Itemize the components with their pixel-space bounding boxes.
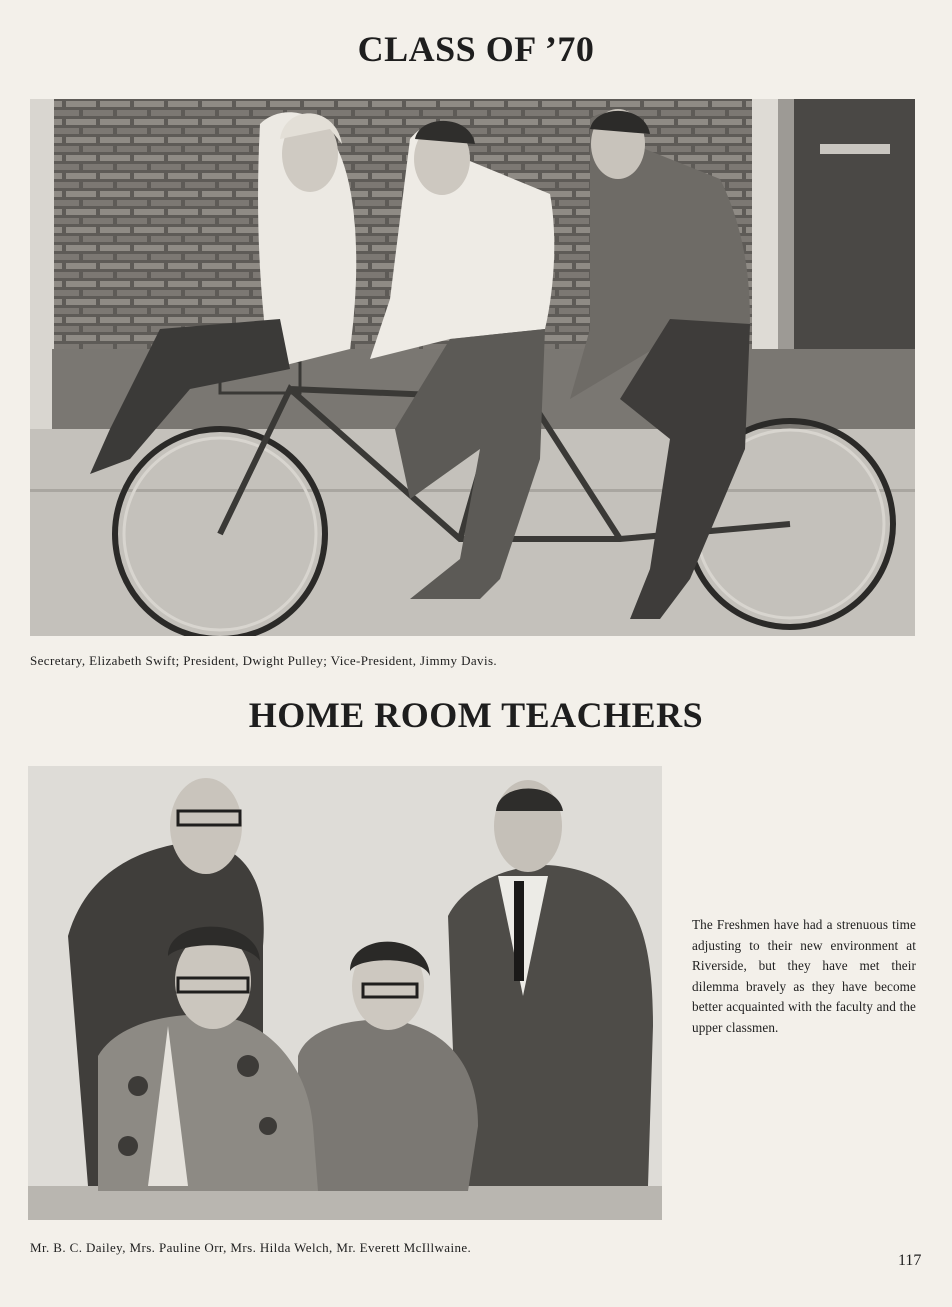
freshmen-blurb: The Freshmen have had a strenuous time adjusting to their new environment at Riverside, but they have met their dilemma bravely as they have become better acquainted with the faculty and the upper classmen. [692, 917, 916, 1035]
teachers-photo [28, 766, 662, 1220]
teachers-photo-caption: Mr. B. C. Dailey, Mrs. Pauline Orr, Mrs. Hilda Welch, Mr. Everett McIllwaine. [30, 1240, 472, 1255]
class-officers-photo [30, 99, 915, 636]
class-title: CLASS OF ’70 [357, 29, 595, 69]
page-number: 117 [898, 1252, 922, 1269]
teachers-title: HOME ROOM TEACHERS [248, 695, 704, 735]
teachers-group-photo-illustration [28, 766, 662, 1220]
class-photo-caption: Secretary, Elizabeth Swift; President, Dwight Pulley; Vice-President, Jimmy Davis. [30, 653, 498, 668]
tandem-bicycle-photo-illustration [30, 99, 915, 636]
